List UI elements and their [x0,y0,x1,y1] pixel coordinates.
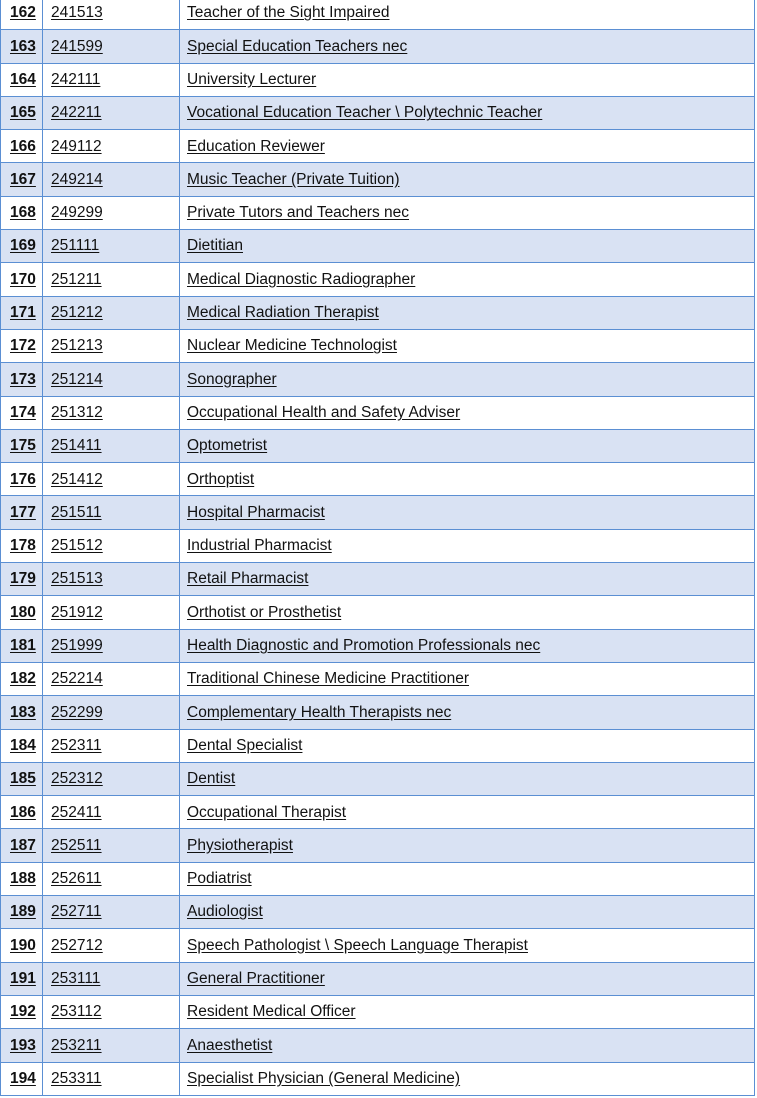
table-row [1,296,755,329]
table-row [1,429,755,462]
occupation-title[interactable]: Dental Specialist [180,729,755,762]
row-number[interactable]: 169 [1,230,43,263]
table-row [1,196,755,229]
anzsco-code[interactable]: 253112 [43,995,180,1028]
anzsco-code[interactable]: 251512 [43,529,180,562]
row-number[interactable]: 186 [1,796,43,829]
occupation-title[interactable]: Occupational Therapist [180,796,755,829]
anzsco-code[interactable]: 251912 [43,596,180,629]
anzsco-code[interactable]: 249112 [43,130,180,163]
anzsco-code[interactable]: 252611 [43,862,180,895]
table-row [1,696,755,729]
table-row [1,1062,755,1095]
row-number[interactable]: 192 [1,995,43,1028]
table-row [1,796,755,829]
occupation-title[interactable]: Private Tutors and Teachers nec [180,196,755,229]
occupation-title[interactable]: Nuclear Medicine Technologist [180,329,755,362]
occupation-title[interactable]: Audiologist [180,896,755,929]
table-row [1,596,755,629]
row-number[interactable]: 179 [1,563,43,596]
anzsco-code[interactable]: 241513 [43,0,180,30]
occupation-title[interactable]: Medical Diagnostic Radiographer [180,263,755,296]
occupation-title[interactable]: Orthoptist [180,463,755,496]
occupation-title[interactable]: Hospital Pharmacist [180,496,755,529]
occupation-title[interactable]: Dietitian [180,230,755,263]
anzsco-code[interactable]: 251213 [43,329,180,362]
anzsco-code[interactable]: 251513 [43,563,180,596]
anzsco-code[interactable]: 251212 [43,296,180,329]
occupation-title[interactable]: Sonographer [180,363,755,396]
row-number[interactable]: 177 [1,496,43,529]
row-number[interactable]: 178 [1,529,43,562]
table-row [1,729,755,762]
table-row [1,962,755,995]
table-row [1,230,755,263]
anzsco-code[interactable]: 251999 [43,629,180,662]
row-number[interactable]: 162 [1,0,43,30]
anzsco-code[interactable]: 251411 [43,429,180,462]
table-row [1,929,755,962]
occupation-title[interactable]: Physiotherapist [180,829,755,862]
occupation-title[interactable]: Resident Medical Officer [180,995,755,1028]
occupation-title[interactable]: Teacher of the Sight Impaired [180,0,755,30]
table-row [1,829,755,862]
row-number[interactable]: 171 [1,296,43,329]
anzsco-code[interactable]: 251511 [43,496,180,529]
row-number[interactable]: 182 [1,662,43,695]
row-number[interactable]: 164 [1,63,43,96]
anzsco-code[interactable]: 253311 [43,1062,180,1095]
table-row [1,96,755,129]
occupation-title[interactable]: Speech Pathologist \ Speech Language Therapist [180,929,755,962]
row-number[interactable]: 193 [1,1029,43,1062]
table-row [1,662,755,695]
occupation-title[interactable]: General Practitioner [180,962,755,995]
anzsco-code[interactable]: 242211 [43,96,180,129]
anzsco-code[interactable]: 251312 [43,396,180,429]
row-number[interactable]: 175 [1,429,43,462]
table-row [1,463,755,496]
anzsco-code[interactable]: 251412 [43,463,180,496]
row-number[interactable]: 167 [1,163,43,196]
row-number[interactable]: 181 [1,629,43,662]
row-number[interactable]: 165 [1,96,43,129]
anzsco-code[interactable]: 253111 [43,962,180,995]
row-number[interactable]: 172 [1,329,43,362]
row-number[interactable]: 187 [1,829,43,862]
anzsco-code[interactable]: 252214 [43,662,180,695]
anzsco-code[interactable]: 242111 [43,63,180,96]
table-row [1,1029,755,1062]
table-row [1,30,755,63]
table-row [1,0,755,30]
occupation-title[interactable]: Complementary Health Therapists nec [180,696,755,729]
row-number[interactable]: 176 [1,463,43,496]
row-number[interactable]: 163 [1,30,43,63]
row-number[interactable]: 190 [1,929,43,962]
table-row [1,529,755,562]
table-row [1,862,755,895]
occupation-title[interactable]: Specialist Physician (General Medicine) [180,1062,755,1095]
occupation-title[interactable]: Optometrist [180,429,755,462]
table-row [1,563,755,596]
table-row [1,629,755,662]
occupation-title[interactable]: Special Education Teachers nec [180,30,755,63]
occupation-title[interactable]: Anaesthetist [180,1029,755,1062]
anzsco-code[interactable]: 251214 [43,363,180,396]
row-number[interactable]: 194 [1,1062,43,1095]
table-row [1,329,755,362]
table-row [1,896,755,929]
occupation-title[interactable]: Vocational Education Teacher \ Polytechnic Teacher [180,96,755,129]
anzsco-code[interactable]: 241599 [43,30,180,63]
row-number[interactable]: 170 [1,263,43,296]
occupation-title[interactable]: Retail Pharmacist [180,563,755,596]
occupation-title[interactable]: Education Reviewer [180,130,755,163]
row-number[interactable]: 189 [1,896,43,929]
row-number[interactable]: 173 [1,363,43,396]
table-row [1,995,755,1028]
anzsco-code[interactable]: 252711 [43,896,180,929]
anzsco-code[interactable]: 252311 [43,729,180,762]
table-row [1,163,755,196]
row-number[interactable]: 168 [1,196,43,229]
row-number[interactable]: 185 [1,762,43,795]
anzsco-code[interactable]: 252312 [43,762,180,795]
occupation-title[interactable]: Dentist [180,762,755,795]
row-number[interactable]: 166 [1,130,43,163]
anzsco-code[interactable]: 251211 [43,263,180,296]
row-number[interactable]: 174 [1,396,43,429]
table-row [1,496,755,529]
occupation-title[interactable]: Traditional Chinese Medicine Practitioner [180,662,755,695]
occupation-title[interactable]: Podiatrist [180,862,755,895]
anzsco-code[interactable]: 253211 [43,1029,180,1062]
table-row [1,396,755,429]
table-row [1,363,755,396]
occupation-table-body [1,0,755,1095]
table-row [1,63,755,96]
anzsco-code[interactable]: 249299 [43,196,180,229]
row-number[interactable]: 188 [1,862,43,895]
occupation-title[interactable]: Health Diagnostic and Promotion Professionals nec [180,629,755,662]
occupation-title[interactable]: Medical Radiation Therapist [180,296,755,329]
table-row [1,263,755,296]
anzsco-code[interactable]: 252511 [43,829,180,862]
anzsco-code[interactable]: 252299 [43,696,180,729]
occupation-title[interactable]: University Lecturer [180,63,755,96]
anzsco-code[interactable]: 252411 [43,796,180,829]
table-row [1,762,755,795]
occupation-title[interactable]: Music Teacher (Private Tuition) [180,163,755,196]
anzsco-code[interactable]: 251111 [43,230,180,263]
occupation-title[interactable]: Industrial Pharmacist [180,529,755,562]
row-number[interactable]: 180 [1,596,43,629]
occupation-title[interactable]: Orthotist or Prosthetist [180,596,755,629]
row-number[interactable]: 191 [1,962,43,995]
occupation-title[interactable]: Occupational Health and Safety Adviser [180,396,755,429]
anzsco-code[interactable]: 252712 [43,929,180,962]
row-number[interactable]: 184 [1,729,43,762]
table-row [1,130,755,163]
row-number[interactable]: 183 [1,696,43,729]
anzsco-code[interactable]: 249214 [43,163,180,196]
